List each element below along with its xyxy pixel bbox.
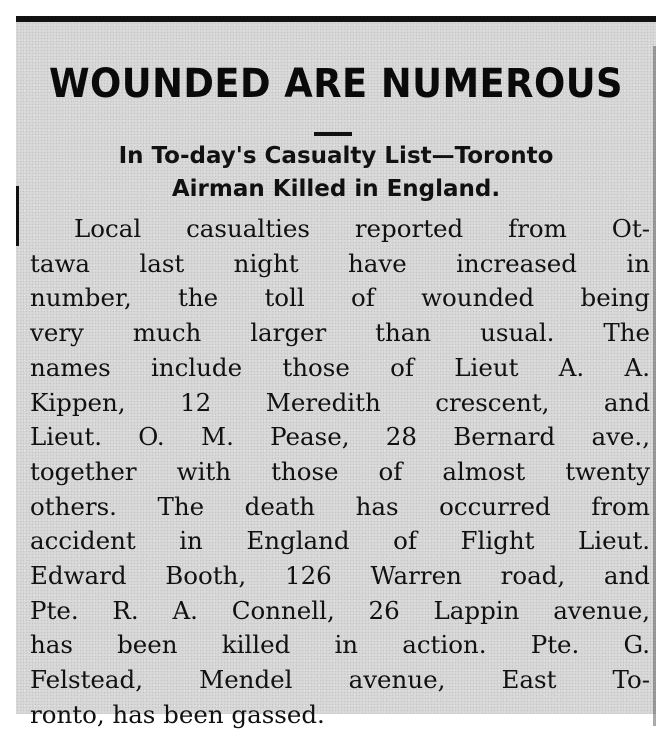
body-line: number, the toll of wounded being [30,283,650,313]
headline-divider [314,132,352,136]
article-body [30,212,650,733]
body-line: Kippen, 12 Meredith crescent, and [30,387,650,417]
headline: WOUNDED ARE NUMEROUS [48,61,624,107]
body-line: very much larger than usual. The [30,318,650,348]
body-line: Lieut. O. M. Pease, 28 Bernard ave., [30,422,650,452]
top-border-rule [16,16,656,22]
body-line: Pte. R. A. Connell, 26 Lappin avenue, [30,595,650,625]
body-line: names include those of Lieut A. A. [30,352,650,382]
subheadline [16,140,656,206]
body-line: Felstead, Mendel avenue, East To- [30,665,650,695]
body-line: ronto, has been gassed. [30,699,325,729]
body-line: others. The death has occurred from [30,491,650,521]
body-line: accident in England of Flight Lieut. [30,526,650,556]
body-line: has been killed in action. Pte. G. [30,630,650,660]
body-line: Local casualties reported from Ot- [74,214,650,243]
subheadline-line: Airman Killed in England. [171,176,501,202]
body-line: Edward Booth, 126 Warren road, and [30,561,650,591]
body-line: tawa last night have increased in [30,248,650,278]
body-line: together with those of almost twenty [30,456,650,486]
newspaper-clipping [16,16,656,729]
subheadline-line: In To-day's Casualty List—Toronto [118,143,554,169]
